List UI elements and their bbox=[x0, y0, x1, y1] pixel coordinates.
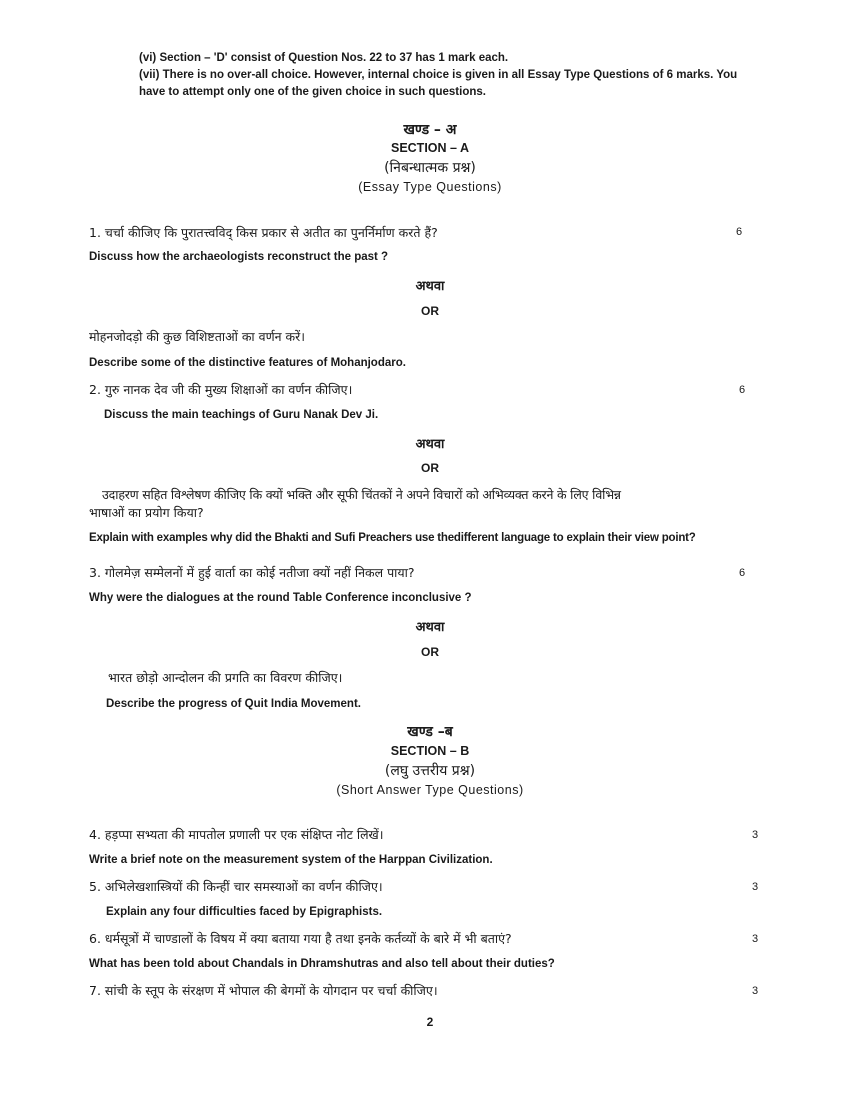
q3-hindi: 3. गोलमेज़ सम्मेलनों में हुई वार्ता का कोई नतीजा क्यों नहीं निकल पाया? bbox=[89, 565, 415, 580]
q2-marks: 6 bbox=[739, 384, 746, 396]
q1-alt-hindi: मोहनजोदड़ो की कुछ विशिष्टताओं का वर्णन करें। bbox=[89, 329, 305, 344]
section-b-title: SECTION – B bbox=[390, 744, 470, 758]
q7-hindi: 7. सांची के स्तूप के संरक्षण में भोपाल की बेगमों के योगदान पर चर्चा कीजिए। bbox=[89, 983, 438, 998]
q5-english: Explain any four difficulties faced by Epigraphists. bbox=[106, 906, 383, 918]
section-a-title: SECTION – A bbox=[390, 141, 470, 155]
q1-english: Discuss how the archaeologists reconstruct the past ? bbox=[89, 251, 389, 263]
instruction-vi: (vi) Section – 'D' consist of Question Nos. 22 to 37 has 1 mark each. bbox=[139, 52, 509, 64]
q4-english: Write a brief note on the measurement system of the Harppan Civilization. bbox=[89, 854, 493, 866]
q2-or-hindi: अथवा bbox=[415, 437, 445, 452]
q5-marks: 3 bbox=[752, 881, 759, 893]
q1-marks: 6 bbox=[736, 226, 743, 238]
q3-or-hindi: अथवा bbox=[415, 620, 445, 635]
q4-marks: 3 bbox=[752, 829, 759, 841]
q1-or: OR bbox=[421, 304, 439, 318]
section-b-subtitle: (Short Answer Type Questions) bbox=[336, 783, 524, 797]
page-number: 2 bbox=[426, 1015, 434, 1029]
q1-or-hindi: अथवा bbox=[415, 279, 445, 294]
q3-marks: 6 bbox=[739, 567, 746, 579]
q5-hindi: 5. अभिलेखशास्त्रियों की किन्हीं चार समस्याओं का वर्णन कीजिए। bbox=[89, 879, 383, 894]
q2-alt-hindi-line1: उदाहरण सहित विश्लेषण कीजिए कि क्यों भक्ति और सूफी चिंतकों ने अपने विचारों को अभिव्यक्त करने के लिए विभिन्न bbox=[102, 487, 621, 502]
q2-english: Discuss the main teachings of Guru Nanak Dev Ji. bbox=[104, 409, 379, 421]
q1-alt-english: Describe some of the distinctive features of Mohanjodaro. bbox=[89, 357, 406, 369]
q3-or: OR bbox=[421, 645, 439, 659]
section-b-hindi-title: खण्ड –ब bbox=[407, 724, 453, 740]
q2-hindi: 2. गुरु नानक देव जी की मुख्य शिक्षाओं का वर्णन कीजिए। bbox=[89, 382, 353, 397]
section-a-hindi-subtitle: (निबन्धात्मक प्रश्न) bbox=[384, 160, 476, 176]
section-a-hindi-title: खण्ड – अ bbox=[403, 122, 457, 138]
q2-alt-english: Explain with examples why did the Bhakti and Sufi Preachers use thedifferent language to explain their view point? bbox=[89, 532, 696, 544]
section-a-subtitle: (Essay Type Questions) bbox=[358, 180, 502, 194]
q3-english: Why were the dialogues at the round Table Conference inconclusive ? bbox=[89, 592, 472, 604]
q6-english: What has been told about Chandals in Dhramshutras and also tell about their duties? bbox=[89, 958, 555, 970]
q3-alt-hindi: भारत छोड़ो आन्दोलन की प्रगति का विवरण कीजिए। bbox=[108, 670, 343, 685]
instruction-vii-line1: (vii) There is no over-all choice. However, internal choice is given in all Essay Type Questions of 6 marks. You bbox=[139, 69, 738, 81]
q7-marks: 3 bbox=[752, 985, 759, 997]
q6-hindi: 6. धर्मसूत्रों में चाण्डालों के विषय में क्या बताया गया है तथा इनके कर्तव्यों के बारे में भी बताएं? bbox=[89, 931, 512, 946]
instruction-vii-line2: have to attempt only one of the given choice in such questions. bbox=[139, 86, 486, 98]
q6-marks: 3 bbox=[752, 933, 759, 945]
q4-hindi: 4. हड़प्पा सभ्यता की मापतोल प्रणाली पर एक संक्षिप्त नोट लिखें। bbox=[89, 827, 384, 842]
q1-hindi: 1. चर्चा कीजिए कि पुरातत्त्वविद् किस प्रकार से अतीत का पुनर्निर्माण करते हैं? bbox=[89, 225, 438, 240]
section-b-hindi-subtitle: (लघु उत्तरीय प्रश्न) bbox=[384, 763, 476, 779]
q2-or: OR bbox=[421, 461, 439, 475]
q2-alt-hindi-line2: भाषाओं का प्रयोग किया? bbox=[89, 505, 204, 520]
q3-alt-english: Describe the progress of Quit India Movement. bbox=[106, 698, 361, 710]
